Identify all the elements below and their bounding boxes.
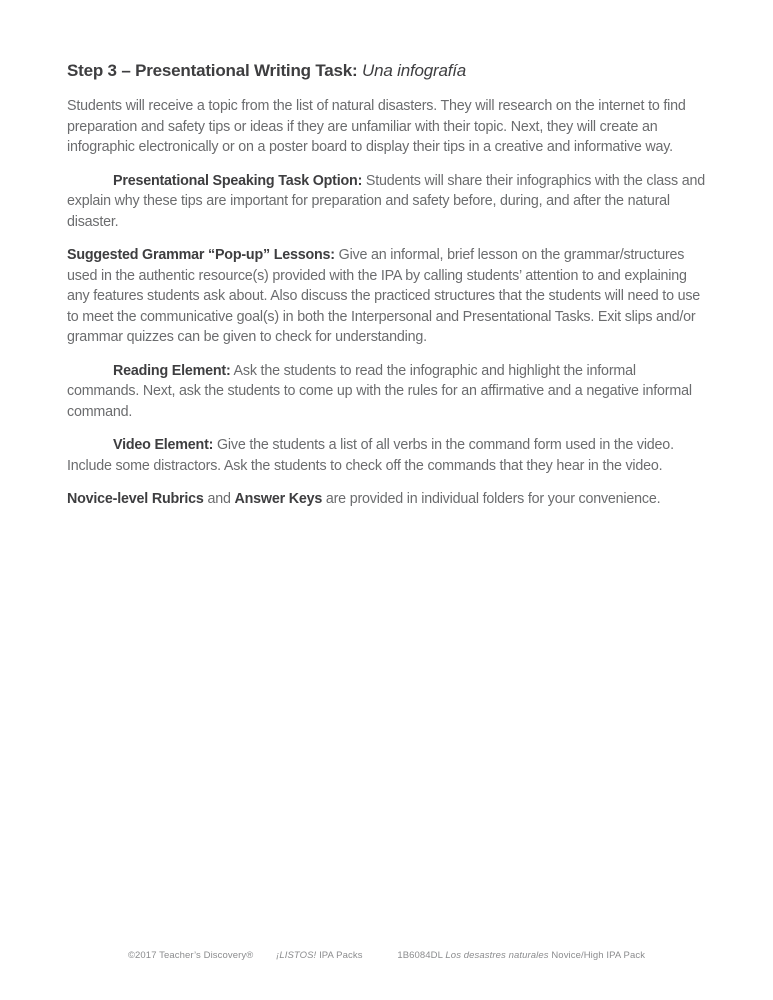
page-title — [67, 60, 707, 81]
rubrics-note-text: are provided in individual folders for your convenience. — [325, 491, 661, 507]
speaking-task-option-label: Presentational Speaking Task Option: — [113, 172, 363, 189]
document-content — [67, 60, 707, 523]
footer-copyright: ©2017 Teacher’s Discovery® — [127, 950, 254, 961]
reading-element-label: Reading Element: — [113, 362, 231, 379]
page-footer — [0, 950, 773, 961]
video-element-text: Give the students a list of all verbs in the command form used in the video. Include some distractors. Ask the students to check off the commands that they hear in the video. — [67, 437, 674, 474]
grammar-lessons-text: Give an informal, brief lesson on the grammar/structures used in the authentic resource(s) provided with the IPA by calling students’ attention to and explaining any features students ask about. Also discuss the practiced structures that the students will need to use to meet the communicative goal(s) in both the Interpersonal and Presentational Tasks. Exit slips and/or grammar quizzes can be given to check for understanding. — [67, 247, 701, 345]
footer-product-code: 1B6084DL — [397, 950, 443, 961]
paragraph-writing-task-text: Students will receive a topic from the list of natural disasters. They will research on the internet to find preparation and safety tips or ideas if they are unfamiliar with their topic. Next, they will create an infographic electronically or on a poster board to display their tips in a creative and informative way. — [67, 98, 686, 155]
rubrics-conjunction: and — [207, 491, 231, 507]
reading-element-text: Ask the students to read the infographic and highlight the informal commands. Next, ask the students to come up with the rules for an affirmative and a negative informal command. — [67, 362, 692, 420]
page-title-bold: Step 3 – Presentational Writing Task: — [67, 61, 358, 80]
paragraph-rubrics-note — [67, 489, 707, 510]
footer-product-title: Los desastres naturales — [445, 950, 549, 961]
paragraph-writing-task — [67, 96, 707, 158]
speaking-task-option-text: Students will share their infographics with the class and explain why these tips are important for preparation and safety before, during, and after the natural disaster. — [67, 172, 705, 230]
paragraph-grammar-lessons — [67, 245, 707, 348]
answer-keys-label: Answer Keys — [234, 491, 323, 507]
footer-product-suffix: Novice/High IPA Pack — [551, 950, 646, 961]
paragraph-reading-element — [67, 361, 707, 423]
video-element-label: Video Element: — [113, 437, 214, 453]
footer-brand-name: ¡LISTOS! — [276, 950, 317, 961]
footer-product — [397, 950, 645, 961]
footer-brand-suffix: IPA Packs — [319, 950, 363, 961]
grammar-lessons-label: Suggested Grammar “Pop-up” Lessons: — [67, 247, 335, 263]
page-title-italic: Una infografía — [362, 61, 467, 80]
paragraph-video-element — [67, 435, 707, 476]
paragraph-speaking-task-option — [67, 171, 707, 233]
rubrics-label: Novice-level Rubrics — [67, 491, 204, 507]
footer-brand — [276, 950, 362, 961]
